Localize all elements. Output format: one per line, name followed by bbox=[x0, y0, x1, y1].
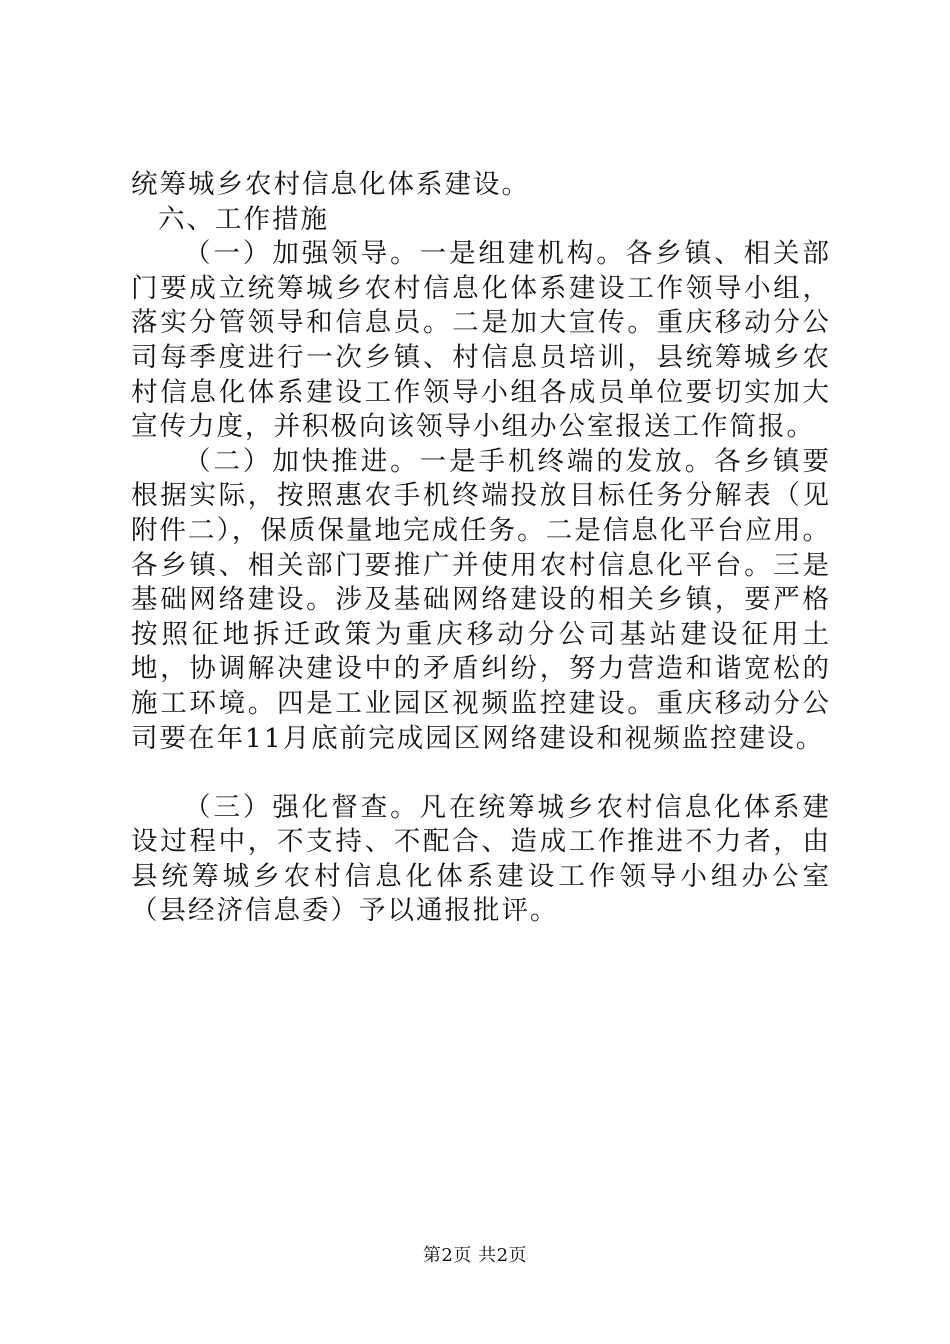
paragraph-gap bbox=[131, 756, 831, 791]
page-footer: 第2页 共2页 bbox=[422, 1245, 528, 1266]
paragraph-supervision: （三）强化督查。凡在统筹城乡农村信息化体系建设过程中，不支持、不配合、造成工作推进不力者，由县统筹城乡农村信息化体系建设工作领导小组办公室（县经济信息委）予以通报批评。 bbox=[131, 791, 831, 927]
section-heading: 六、工作措施 bbox=[158, 203, 329, 235]
paragraph-strengthen-leadership: （一）加强领导。一是组建机构。各乡镇、相关部门要成立统筹城乡农村信息化体系建设工作领导小组，落实分管领导和信息员。二是加大宣传。重庆移动分公司每季度进行一次乡镇、村信息员培训，县统筹城乡农村信息化体系建设工作领导小组各成员单位要切实加大宣传力度，并积极向该领导小组办公室报送工作简报。 bbox=[131, 238, 831, 443]
document-body bbox=[131, 168, 831, 929]
paragraph-accelerate-progress: （二）加快推进。一是手机终端的发放。各乡镇要根据实际，按照惠农手机终端投放目标任务分解表（见附件二），保质保量地完成任务。二是信息化平台应用。各乡镇、相关部门要推广并使用农村信息化平台。三是基础网络建设。涉及基础网络建设的相关乡镇，要严格按照征地拆迁政策为重庆移动分公司基站建设征用土地，协调解决建设中的矛盾纠纷，努力营造和谐宽松的施工环境。四是工业园区视频监控建设。重庆移动分公司要在年11月底前完成园区网络建设和视频监控建设。 bbox=[131, 445, 831, 754]
paragraph-continuation: 统筹城乡农村信息化体系建设。 bbox=[131, 169, 530, 200]
